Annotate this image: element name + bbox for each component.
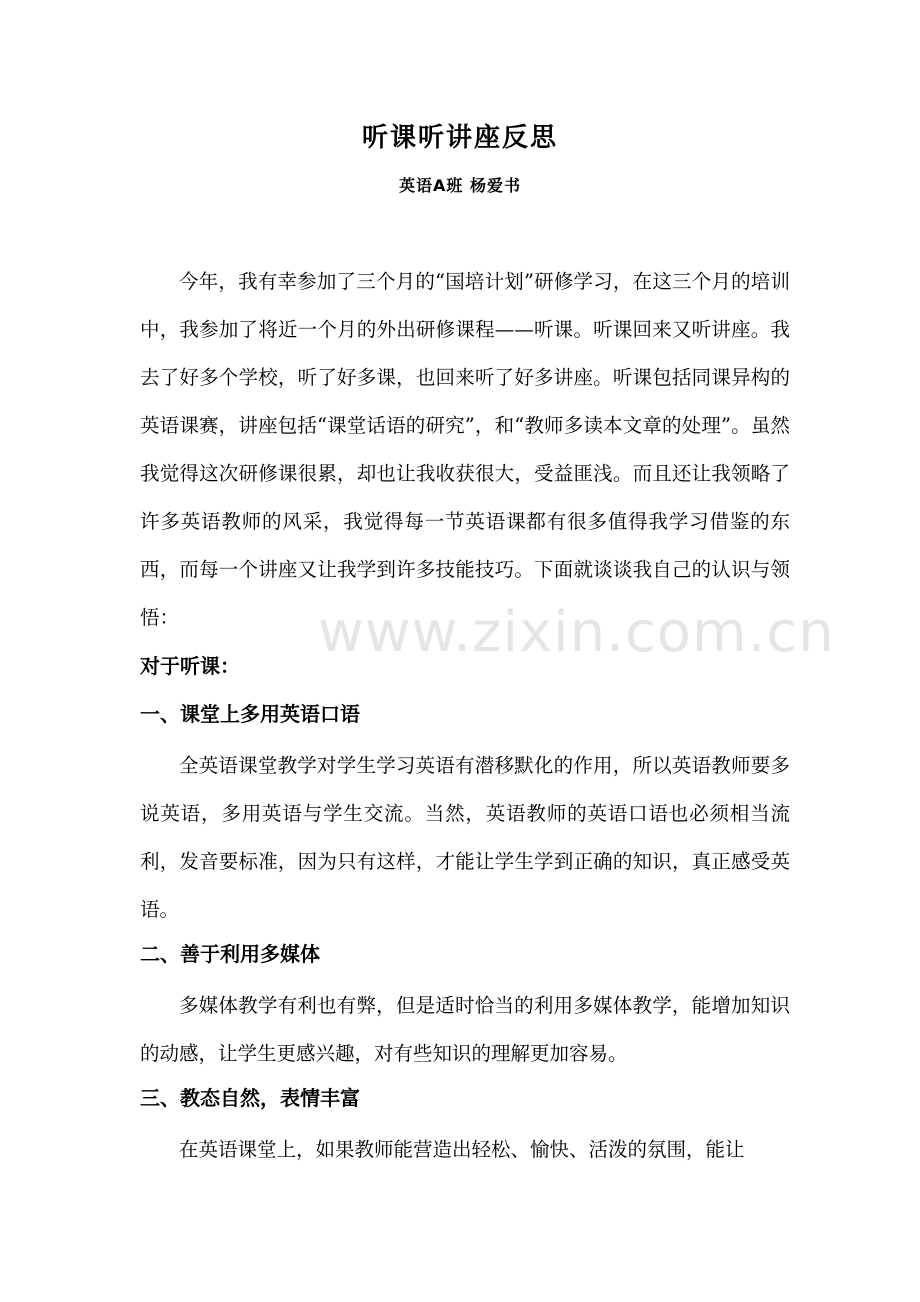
author-line: 英语A班 杨爱书 [399, 176, 521, 195]
subsection-paragraph-2: 多媒体教学有利也有弊，但是适时恰当的利用多媒体教学，能增加知识的动感，让学生更感兴趣，对有些知识的理解更加容易。 [140, 994, 790, 1065]
intro-paragraph: 今年，我有幸参加了三个月的“国培计划”研修学习，在这三个月的培训中，我参加了将近一个月的外出研修课程——听课。听课回来又听讲座。我去了好多个学校，听了好多课，也回来听了好多讲座。听课包括同课异构的英语课赛，讲座包括“课堂话语的研究”，和“教师多读本文章的处理”。虽然我觉得这次研修课很累，却也让我收获很大，受益匪浅。而且还让我领略了许多英语教师的风采，我觉得每一节英语课都有很多值得我学习借鉴的东西，而每一个讲座又让我学到许多技能技巧。下面就谈谈我自己的认识与领悟： [140, 270, 790, 629]
document-title: 听课听讲座反思 [361, 123, 558, 153]
subsection-paragraph-3: 在英语课堂上，如果教师能营造出轻松、愉快、活泼的氛围，能让 [179, 1138, 745, 1161]
subsection-heading-3: 三、教态自然，表情丰富 [140, 1086, 360, 1110]
watermark: www.zixin.com.cn [318, 600, 835, 665]
subsection-heading-2: 二、善于利用多媒体 [140, 942, 320, 966]
subsection-paragraph-1: 全英语课堂教学对学生学习英语有潜移默化的作用，所以英语教师要多说英语，多用英语与学生交流。当然，英语教师的英语口语也必须相当流利，发音要标准，因为只有这样，才能让学生学到正确的知识，真正感受英语。 [140, 754, 790, 921]
section-heading: 对于听课： [140, 654, 240, 678]
subsection-heading-1: 一、课堂上多用英语口语 [140, 702, 360, 726]
